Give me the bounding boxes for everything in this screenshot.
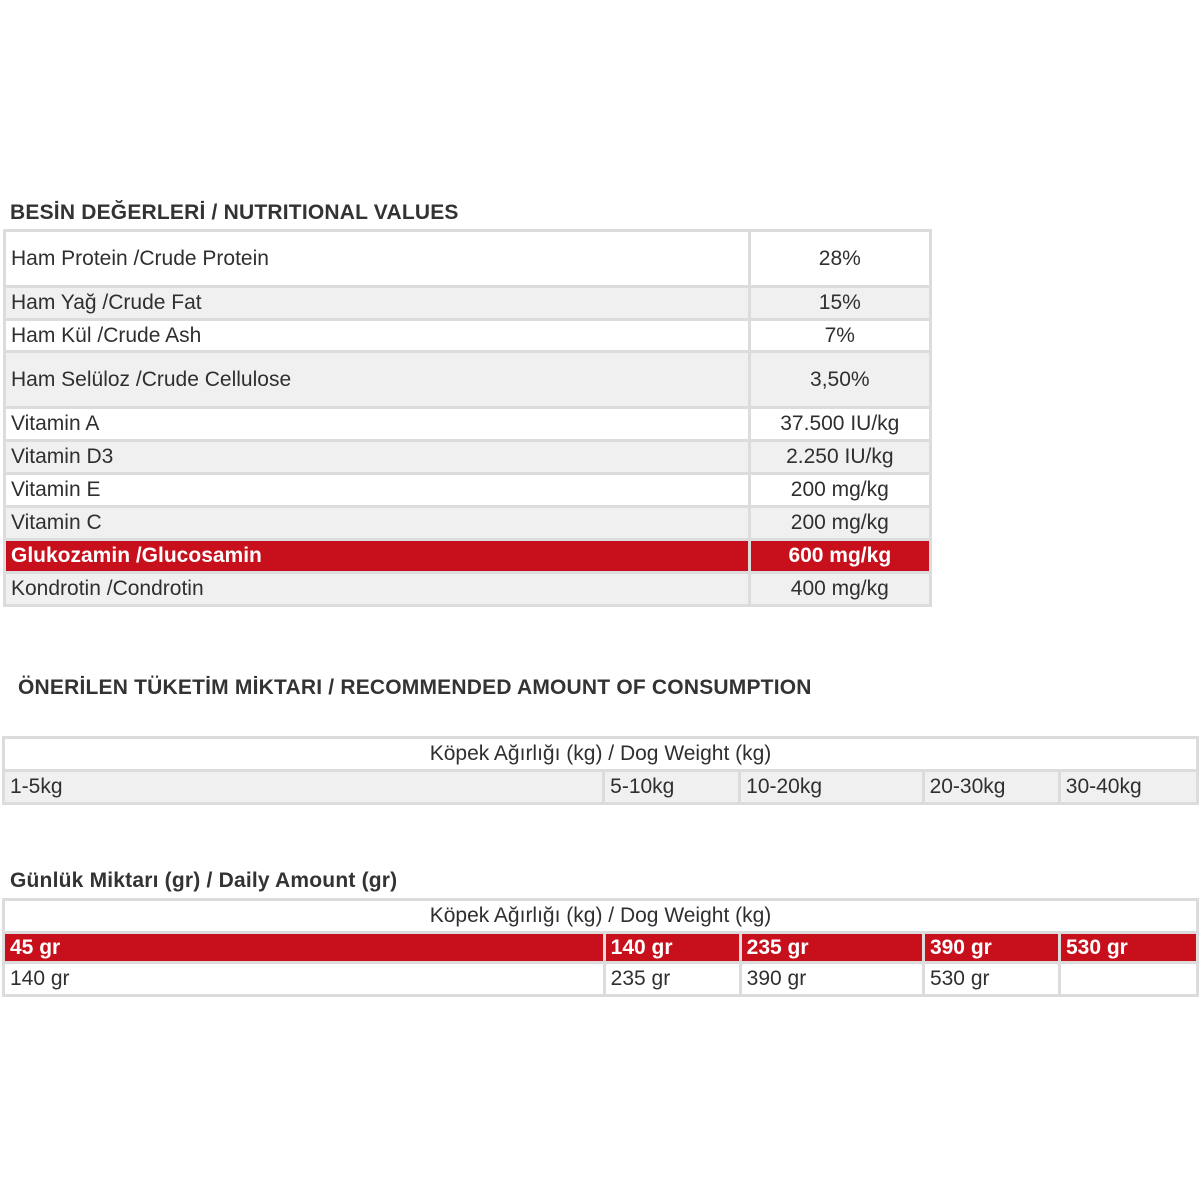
nutrient-value: 2.250 IU/kg: [751, 442, 929, 472]
weight-cell: 30-40kg: [1061, 772, 1196, 802]
weight-cell: 10-20kg: [741, 772, 921, 802]
consumption-heading: ÖNERİLEN TÜKETİM MİKTARI / RECOMMENDED AMOUNT OF CONSUMPTION: [18, 676, 812, 699]
table-row: [5, 772, 1196, 802]
consumption-table: [2, 736, 1199, 805]
weight-cell: 5-10kg: [605, 772, 738, 802]
dog-weight-header: Köpek Ağırlığı (kg) / Dog Weight (kg): [5, 901, 1196, 931]
amount-cell: 530 gr: [1061, 934, 1196, 961]
nutrient-label: Vitamin E: [6, 475, 748, 505]
nutrient-value: 600 mg/kg: [751, 541, 929, 571]
nutrient-label: Ham Protein /Crude Protein: [6, 232, 748, 285]
table-row-highlight: [5, 934, 1196, 961]
weight-cell: 1-5kg: [5, 772, 602, 802]
daily-heading: Günlük Miktarı (gr) / Daily Amount (gr): [10, 869, 398, 892]
table-row: [5, 964, 1196, 994]
weight-cell: 20-30kg: [925, 772, 1058, 802]
nutrition-heading: BESİN DEĞERLERİ / NUTRITIONAL VALUES: [10, 201, 459, 224]
nutrient-value: 200 mg/kg: [751, 475, 929, 505]
amount-cell: 390 gr: [925, 934, 1058, 961]
table-row: [6, 232, 929, 285]
table-row-highlight: [6, 541, 929, 571]
table-row: [6, 288, 929, 318]
nutrition-table: [3, 229, 932, 607]
nutrient-label: Ham Yağ /Crude Fat: [6, 288, 748, 318]
table-row: [6, 475, 929, 505]
nutrient-label: Ham Kül /Crude Ash: [6, 321, 748, 350]
amount-cell: 235 gr: [606, 964, 739, 994]
table-row: [6, 353, 929, 406]
nutrient-label: Vitamin D3: [6, 442, 748, 472]
nutrient-value: 200 mg/kg: [751, 508, 929, 538]
nutrient-value: 7%: [751, 321, 929, 350]
table-row: [5, 901, 1196, 931]
table-row: [6, 574, 929, 604]
amount-cell: 45 gr: [5, 934, 603, 961]
nutrient-label: Vitamin A: [6, 409, 748, 439]
nutrient-label: Vitamin C: [6, 508, 748, 538]
amount-cell: 530 gr: [925, 964, 1058, 994]
nutrient-value: 3,50%: [751, 353, 929, 406]
table-row: [5, 739, 1196, 769]
table-row: [6, 508, 929, 538]
table-row: [6, 409, 929, 439]
nutrient-label: Glukozamin /Glucosamin: [6, 541, 748, 571]
table-row: [6, 321, 929, 350]
amount-cell: 390 gr: [742, 964, 922, 994]
nutrient-label: Ham Selüloz /Crude Cellulose: [6, 353, 748, 406]
dog-weight-header: Köpek Ağırlığı (kg) / Dog Weight (kg): [5, 739, 1196, 769]
daily-amount-table: [2, 898, 1199, 997]
amount-cell: 235 gr: [742, 934, 922, 961]
nutrient-value: 28%: [751, 232, 929, 285]
nutrient-value: 400 mg/kg: [751, 574, 929, 604]
amount-cell: 140 gr: [606, 934, 739, 961]
nutrient-value: 15%: [751, 288, 929, 318]
amount-cell: [1061, 964, 1196, 994]
nutrient-label: Kondrotin /Condrotin: [6, 574, 748, 604]
amount-cell: 140 gr: [5, 964, 603, 994]
table-row: [6, 442, 929, 472]
nutrient-value: 37.500 IU/kg: [751, 409, 929, 439]
